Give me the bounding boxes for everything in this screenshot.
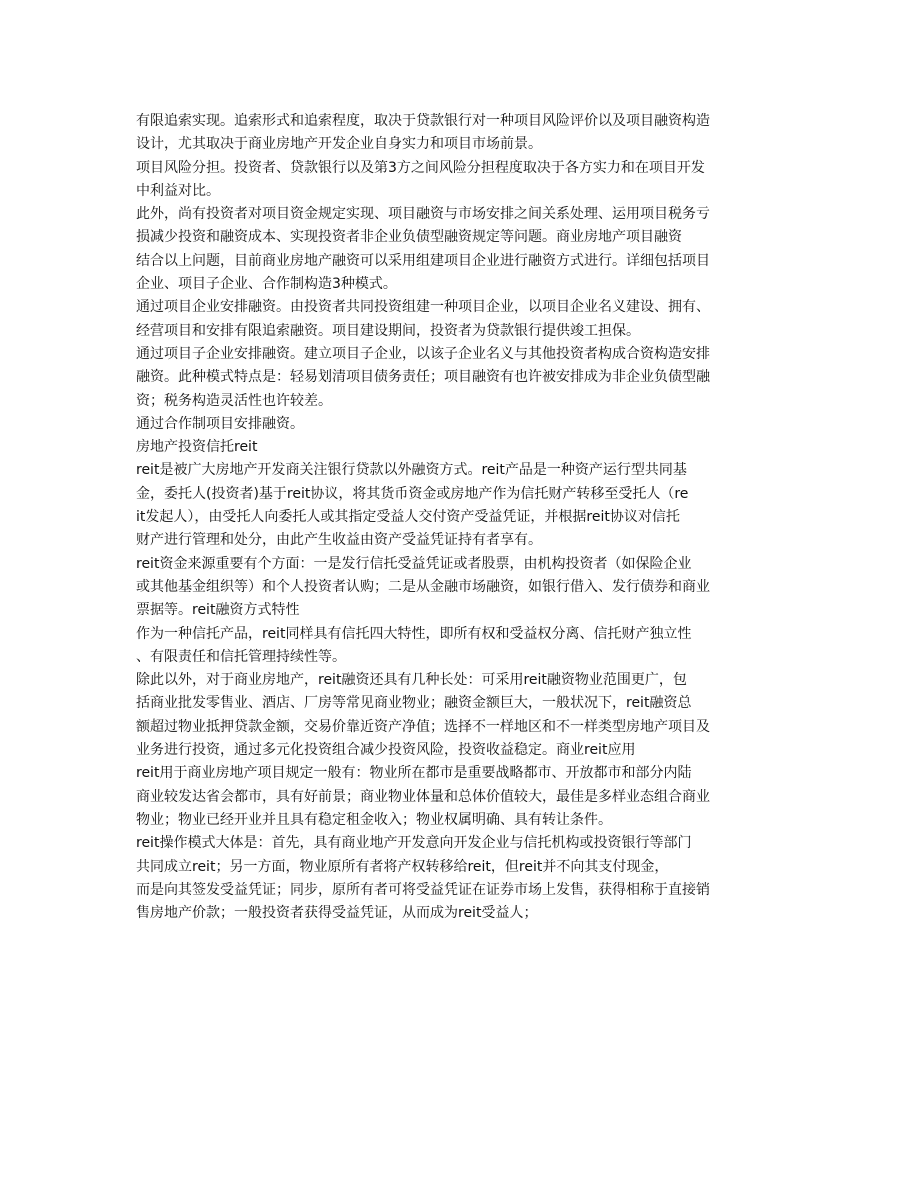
text-line: 中利益对比。: [136, 182, 220, 199]
text-line: 损减少投资和融资成本、实现投资者非企业负债型融资规定等问题。商业房地产项目融资: [136, 229, 682, 246]
text-line: 括商业批发零售业、酒店、厂房等常见商业物业；融资金额巨大，一般状况下，reit融资总: [136, 695, 692, 712]
text-line: 企业、项目子企业、合作制构造3种模式。: [136, 276, 397, 293]
text-line: 售房地产价款；一般投资者获得受益凭证，从而成为reit受益人；: [136, 905, 538, 922]
text-line: 项目风险分担。投资者、贷款银行以及第3方之间风险分担程度取决于各方实力和在项目开发: [136, 159, 705, 176]
document-body: [136, 110, 792, 925]
text-line: 此外，尚有投资者对项目资金规定实现、项目融资与市场安排之间关系处理、运用项目税务亏: [136, 206, 710, 223]
text-line: reit用于商业房地产项目规定一般有：物业所在都市是重要战略都市、开放都市和部分内陆: [136, 765, 692, 782]
section-heading: 房地产投资信托reit: [136, 439, 258, 456]
text-line: 通过项目子企业安排融资。建立项目子企业，以该子企业名义与其他投资者构成合资构造安排: [136, 345, 710, 362]
text-line: 通过合作制项目安排融资。: [136, 415, 304, 432]
text-line: 金，委托人(投资者)基于reit协议，将其货币资金或房地产作为信托财产转移至受托人（re: [136, 485, 689, 502]
text-line: 物业；物业已经开业并且具有稳定租金收入；物业权属明确、具有转让条件。: [136, 811, 612, 828]
text-line: 、有限责任和信托管理持续性等。: [136, 648, 346, 665]
text-line: 共同成立reit；另一方面，物业原所有者将产权转移给reit，但reit并不向其支付现金，: [136, 858, 669, 875]
text-line: 结合以上问题，目前商业房地产融资可以采用组建项目企业进行融资方式进行。详细包括项目: [136, 252, 710, 269]
text-line: reit资金来源重要有个方面：一是发行信托受益凭证或者股票，由机构投资者（如保险企业: [136, 555, 692, 572]
text-line: reit操作模式大体是：首先，具有商业地产开发意向开发企业与信托机构或投资银行等部门: [136, 835, 692, 852]
text-line: 额超过物业抵押贷款金额，交易价靠近资产净值；选择不一样地区和不一样类型房地产项目及: [136, 718, 710, 735]
text-line: 商业较发达省会都市，具有好前景；商业物业体量和总体价值较大，最佳是多样业态组合商业: [136, 788, 710, 805]
text-line: 融资。此种模式特点是：轻易划清项目债务责任；项目融资有也许被安排成为非企业负债型融: [136, 369, 710, 386]
text-line: reit是被广大房地产开发商关注银行贷款以外融资方式。reit产品是一种资产运行型共同基: [136, 462, 687, 479]
text-line: 除此以外，对于商业房地产，reit融资还具有几种长处：可采用reit融资物业范围更广，包: [136, 672, 687, 689]
text-line: 或其他基金组织等）和个人投资者认购；二是从金融市场融资，如银行借入、发行债券和商业: [136, 578, 710, 595]
text-line: 资；税务构造灵活性也许较差。: [136, 392, 332, 409]
text-line: 有限追索实现。追索形式和追索程度，取决于贷款银行对一种项目风险评价以及项目融资构造: [136, 113, 710, 129]
text-line: 作为一种信托产品，reit同样具有信托四大特性，即所有权和受益权分离、信托财产独立性: [136, 625, 692, 642]
text-line: 经营项目和安排有限追索融资。项目建设期间，投资者为贷款银行提供竣工担保。: [136, 322, 640, 339]
text-line: 业务进行投资，通过多元化投资组合减少投资风险，投资收益稳定。商业reit应用: [136, 742, 636, 759]
text-line: 财产进行管理和处分，由此产生收益由资产受益凭证持有者享有。: [136, 532, 542, 549]
text-line: it发起人），由受托人向委托人或其指定受益人交付资产受益凭证，并根据reit协议对信托: [136, 509, 680, 526]
text-line: 设计，尤其取决于商业房地产开发企业自身实力和项目市场前景。: [136, 136, 542, 153]
text-line: 票据等。reit融资方式特性: [136, 602, 300, 619]
text-line: 而是向其签发受益凭证；同步，原所有者可将受益凭证在证券市场上发售，获得相称于直接销: [136, 881, 710, 898]
text-line: 通过项目企业安排融资。由投资者共同投资组建一种项目企业，以项目企业名义建设、拥有、: [136, 299, 710, 316]
